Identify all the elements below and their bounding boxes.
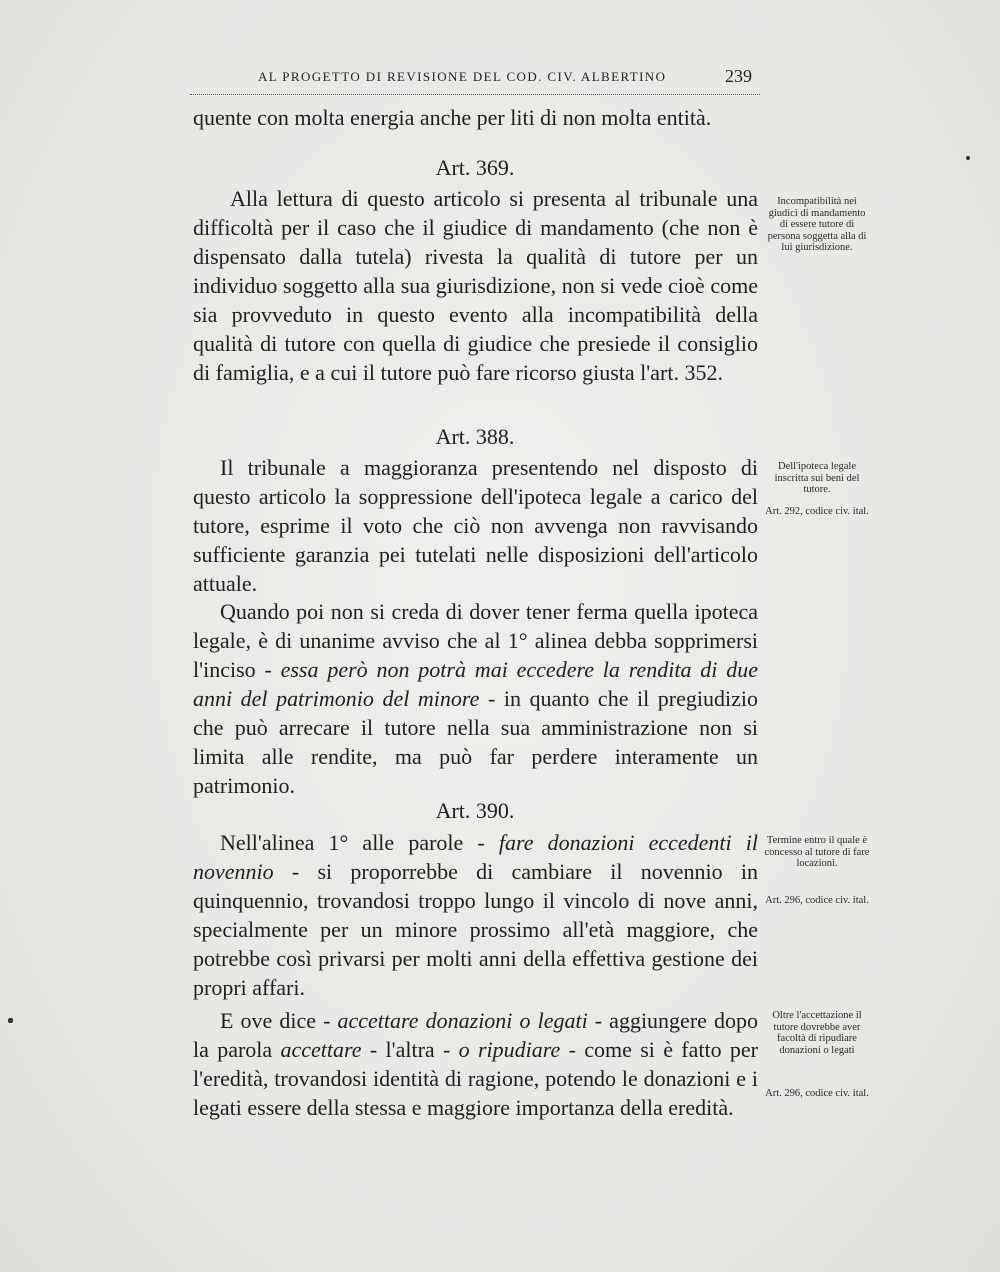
- margin-note-repudiation: Oltre l'accettazione il tutore dovrebbe aver facoltà di ripudiare donazioni o legati: [772, 1010, 862, 1056]
- italic-text-run: o ripudiare: [458, 1037, 561, 1062]
- speck-mark: [8, 1018, 13, 1023]
- page-number: 239: [725, 66, 752, 86]
- text-run: - come si è fatto per l'eredità, trovandosi identità di ragione, potendo le donazioni e i legati essere della stessa e maggiore importanza della eredità.: [193, 1037, 759, 1120]
- italic-text-run: accettare: [280, 1037, 362, 1062]
- text-run: - in quanto che il pregiudizio che può arrecare il tutore nella sua amministrazione non si limita alle rendite, ma può far perdere interamente un patrimonio.: [193, 686, 758, 798]
- margin-note-legal-mortgage: Dell'ipoteca legale inscritta sui beni del tutore.: [774, 461, 860, 495]
- paragraph-art-369: Alla lettura di questo articolo si presenta al tribunale una difficoltà per il caso che il giudice di mandamento (che non è dispensato dalla tutela) rivesta la qualità di tutore per un individuo soggetto alla sua giurisdizione, non si vede cioè come sia provveduto in questo evento alla incompatibilità della qualità di tutore con quella di giudice che presiede il consiglio di famiglia, e a cui il tutore può fare ricorso giusta l'art. 352.: [193, 186, 758, 385]
- speck-mark: [966, 156, 970, 160]
- heading-art-369: Art. 369.: [435, 155, 515, 180]
- text-run: Quando poi non si creda di dover tener ferma quella ipoteca legale, è di unanime avviso che al 1° alinea debba sopprimersi l'inciso -: [193, 599, 758, 682]
- text-run: E ove dice -: [220, 1008, 338, 1033]
- margin-note-leasing-term: Termine entro il quale è concesso al tutore di fare locazioni.: [764, 835, 870, 869]
- text-run: - si proporrebbe di cambiare il novennio in quinquennio, trovandosi troppo lungo il vincolo di nove anni, specialmente per un minore prossimo all'età maggiore, che potrebbe così privarsi per molti anni della effettiva gestione dei propri affari.: [193, 859, 758, 1000]
- italic-text-run: fare donazioni eccedenti il novennio: [193, 830, 758, 884]
- header-title: AL PROGETTO DI REVISIONE DEL COD. CIV. ALBERTINO: [258, 69, 667, 84]
- text-run: Nell'alinea 1° alle parole -: [220, 830, 499, 855]
- paragraph-art-388-2: [193, 597, 758, 800]
- running-header: [190, 66, 760, 95]
- margin-note-reference: Art. 292, codice civ. ital.: [765, 506, 869, 517]
- paragraph-art-390-1: [193, 828, 758, 1002]
- paragraph-continuation: quente con molta energia anche per liti di non molta entità.: [193, 105, 712, 130]
- paragraph-art-388-1: Il tribunale a maggioranza presentendo nel disposto di questo articolo la soppressione dell'ipoteca legale a carico del tutore, esprime il voto che ciò non avvenga non ravvisando sufficiente garanzia pei tutelati nelle disposizioni dell'articolo attuale.: [193, 455, 758, 596]
- heading-art-390: Art. 390.: [435, 798, 515, 823]
- paragraph-art-390-2: [193, 1006, 758, 1122]
- margin-note-reference: Art. 296, codice civ. ital.: [765, 1088, 869, 1099]
- heading-art-388: Art. 388.: [435, 424, 515, 449]
- margin-note-reference: Art. 296, codice civ. ital.: [765, 895, 869, 906]
- margin-note-incompatibility: Incompatibilità nei giudici di mandamento di essere tutore di persona soggetta alla di lui giurisdizione.: [767, 196, 867, 253]
- italic-text-run: accettare donazioni o legati: [337, 1008, 588, 1033]
- italic-text-run: essa però non potrà mai eccedere la rendita di due anni del patrimonio del minore: [193, 657, 758, 711]
- text-run: - aggiungere dopo la parola: [193, 1008, 758, 1062]
- text-run: - l'altra -: [361, 1037, 459, 1062]
